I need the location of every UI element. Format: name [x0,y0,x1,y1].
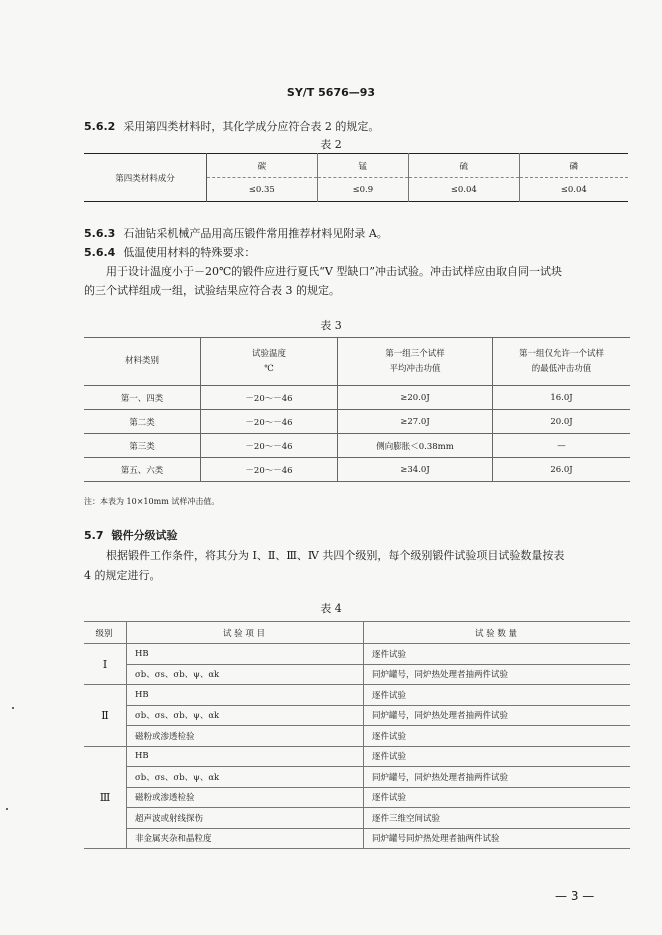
table-row [84,705,630,726]
table-row [84,808,630,829]
table-cell: HB [127,685,364,706]
table-row [84,664,630,685]
section-number: 5.7 [84,529,104,542]
section-5-7-body-line2: 4 的规定进行。 [84,569,161,582]
table-cell: — [493,434,631,458]
table-cell: 第一、四类 [84,386,201,410]
table3-header-average: 第一组三个试样 平均冲击功值 [338,338,493,386]
table2-col-manganese: 锰 [317,154,408,178]
table-cell: σb、σs、σb、ψ、αk [127,664,364,685]
table-cell: 逐件试验 [364,644,631,665]
table-cell: HB [127,746,364,767]
table2-value: ≤0.9 [317,178,408,202]
section-5-7-body-line1: 根据锻件工作条件，将其分为 Ⅰ、Ⅱ、Ⅲ、Ⅳ 共四个级别，每个级别锻件试验项目试验数量按表 [106,549,565,562]
section-5-6-3 [84,224,388,243]
table-cell: 侧向膨胀＜0.38mm [338,434,493,458]
table-cell: 逐件试验 [364,726,631,747]
table3-header-minimum: 第一组仅允许一个试样 的最低冲击功值 [493,338,631,386]
table-cell: 20.0J [493,410,631,434]
table-row [84,828,630,849]
table-cell: 26.0J [493,458,631,482]
section-text: 采用第四类材料时，其化学成分应符合表 2 的规定。 [123,120,380,133]
table-cell: －20～－46 [201,386,338,410]
table-cell: －20～－46 [201,458,338,482]
table3-caption: 表 3 [320,319,342,332]
section-text: 石油钻采机械产品用高压锻件常用推荐材料见附录 A。 [123,227,388,240]
table2-col-phosphorus: 磷 [519,154,628,178]
table-cell: ≥20.0J [338,386,493,410]
table-row [84,726,630,747]
table-cell: σb、σs、σb、ψ、αk [127,705,364,726]
section-5-6-4-body-line1: 用于设计温度小于－20℃的锻件应进行夏氏“V 型缺口”冲击试验。冲击试样应由取自同一试块 [106,265,562,278]
table-cell: 磁粉或渗透检验 [127,726,364,747]
page-number: — 3 — [555,889,595,903]
table-cell: 逐件三维空间试验 [364,808,631,829]
table-cell: ≥27.0J [338,410,493,434]
section-5-6-4-body-line2: 的三个试样组成一组，试验结果应符合表 3 的规定。 [84,284,340,297]
table3-header-material: 材料类别 [84,338,201,386]
table-3 [84,337,630,482]
table-cell: 第五、六类 [84,458,201,482]
table-cell: 同炉罐号同炉热处理者抽两件试验 [364,828,631,849]
scan-speck [12,707,14,709]
section-5-6-4 [84,243,255,262]
table-row [84,434,630,458]
table-cell: 超声波或射线探伤 [127,808,364,829]
table-cell: 第三类 [84,434,201,458]
table-row [84,767,630,788]
table-cell: －20～－46 [201,434,338,458]
section-5-6-2 [84,117,379,136]
table-row [84,154,628,178]
section-text: 低温使用材料的特殊要求： [123,246,256,259]
table-cell: 逐件试验 [364,746,631,767]
table3-note: 注：本表为 10×10mm 试样冲击值。 [84,497,220,506]
table2-col-sulfur: 硫 [408,154,519,178]
section-number: 5.6.4 [84,246,116,259]
table-row [84,746,630,767]
table-row [84,685,630,706]
table4-grade-2: Ⅱ [84,685,127,747]
table-cell: 16.0J [493,386,631,410]
table2-col-carbon: 碳 [207,154,318,178]
table4-header-item: 试 验 项 目 [127,622,364,644]
table4-header-grade: 级别 [84,622,127,644]
table-cell: 逐件试验 [364,685,631,706]
table-cell: －20～－46 [201,410,338,434]
table2-row-label: 第四类材料成分 [84,154,207,202]
table-cell: 磁粉或渗透检验 [127,787,364,808]
section-title: 锻件分级试验 [111,529,178,542]
table2-value: ≤0.04 [519,178,628,202]
table4-caption: 表 4 [320,602,342,615]
table-header-row [84,622,630,644]
table-row [84,644,630,665]
table-row [84,386,630,410]
table-cell: 第二类 [84,410,201,434]
table-cell: ≥34.0J [338,458,493,482]
table2-value: ≤0.35 [248,184,275,195]
section-number: 5.6.3 [84,227,116,240]
table-row [84,458,630,482]
table-row [84,787,630,808]
table-4 [84,621,630,849]
table-cell: σb、σs、σb、ψ、αk [127,767,364,788]
section-5-7 [84,526,178,545]
table-header-row [84,338,630,386]
table-row [84,410,630,434]
table3-header-temperature: 试验温度 ℃ [201,338,338,386]
document-header: SY/T 5676—93 [286,86,376,99]
table4-header-count: 试 验 数 量 [364,622,631,644]
table-cell: 逐件试验 [364,787,631,808]
table-2 [84,153,628,202]
table-cell: 同炉罐号，同炉热处理者抽两件试验 [364,664,631,685]
table2-value: ≤0.04 [408,178,519,202]
table-cell: HB [127,644,364,665]
table-cell: 同炉罐号，同炉热处理者抽两件试验 [364,767,631,788]
table4-grade-3: Ⅲ [84,746,127,849]
table4-grade-1: Ⅰ [84,644,127,685]
table-cell: 同炉罐号，同炉热处理者抽两件试验 [364,705,631,726]
table-cell: 非金属夹杂和晶粒度 [127,828,364,849]
section-number: 5.6.2 [84,120,116,133]
scan-speck [6,808,8,810]
table2-caption: 表 2 [320,138,342,151]
